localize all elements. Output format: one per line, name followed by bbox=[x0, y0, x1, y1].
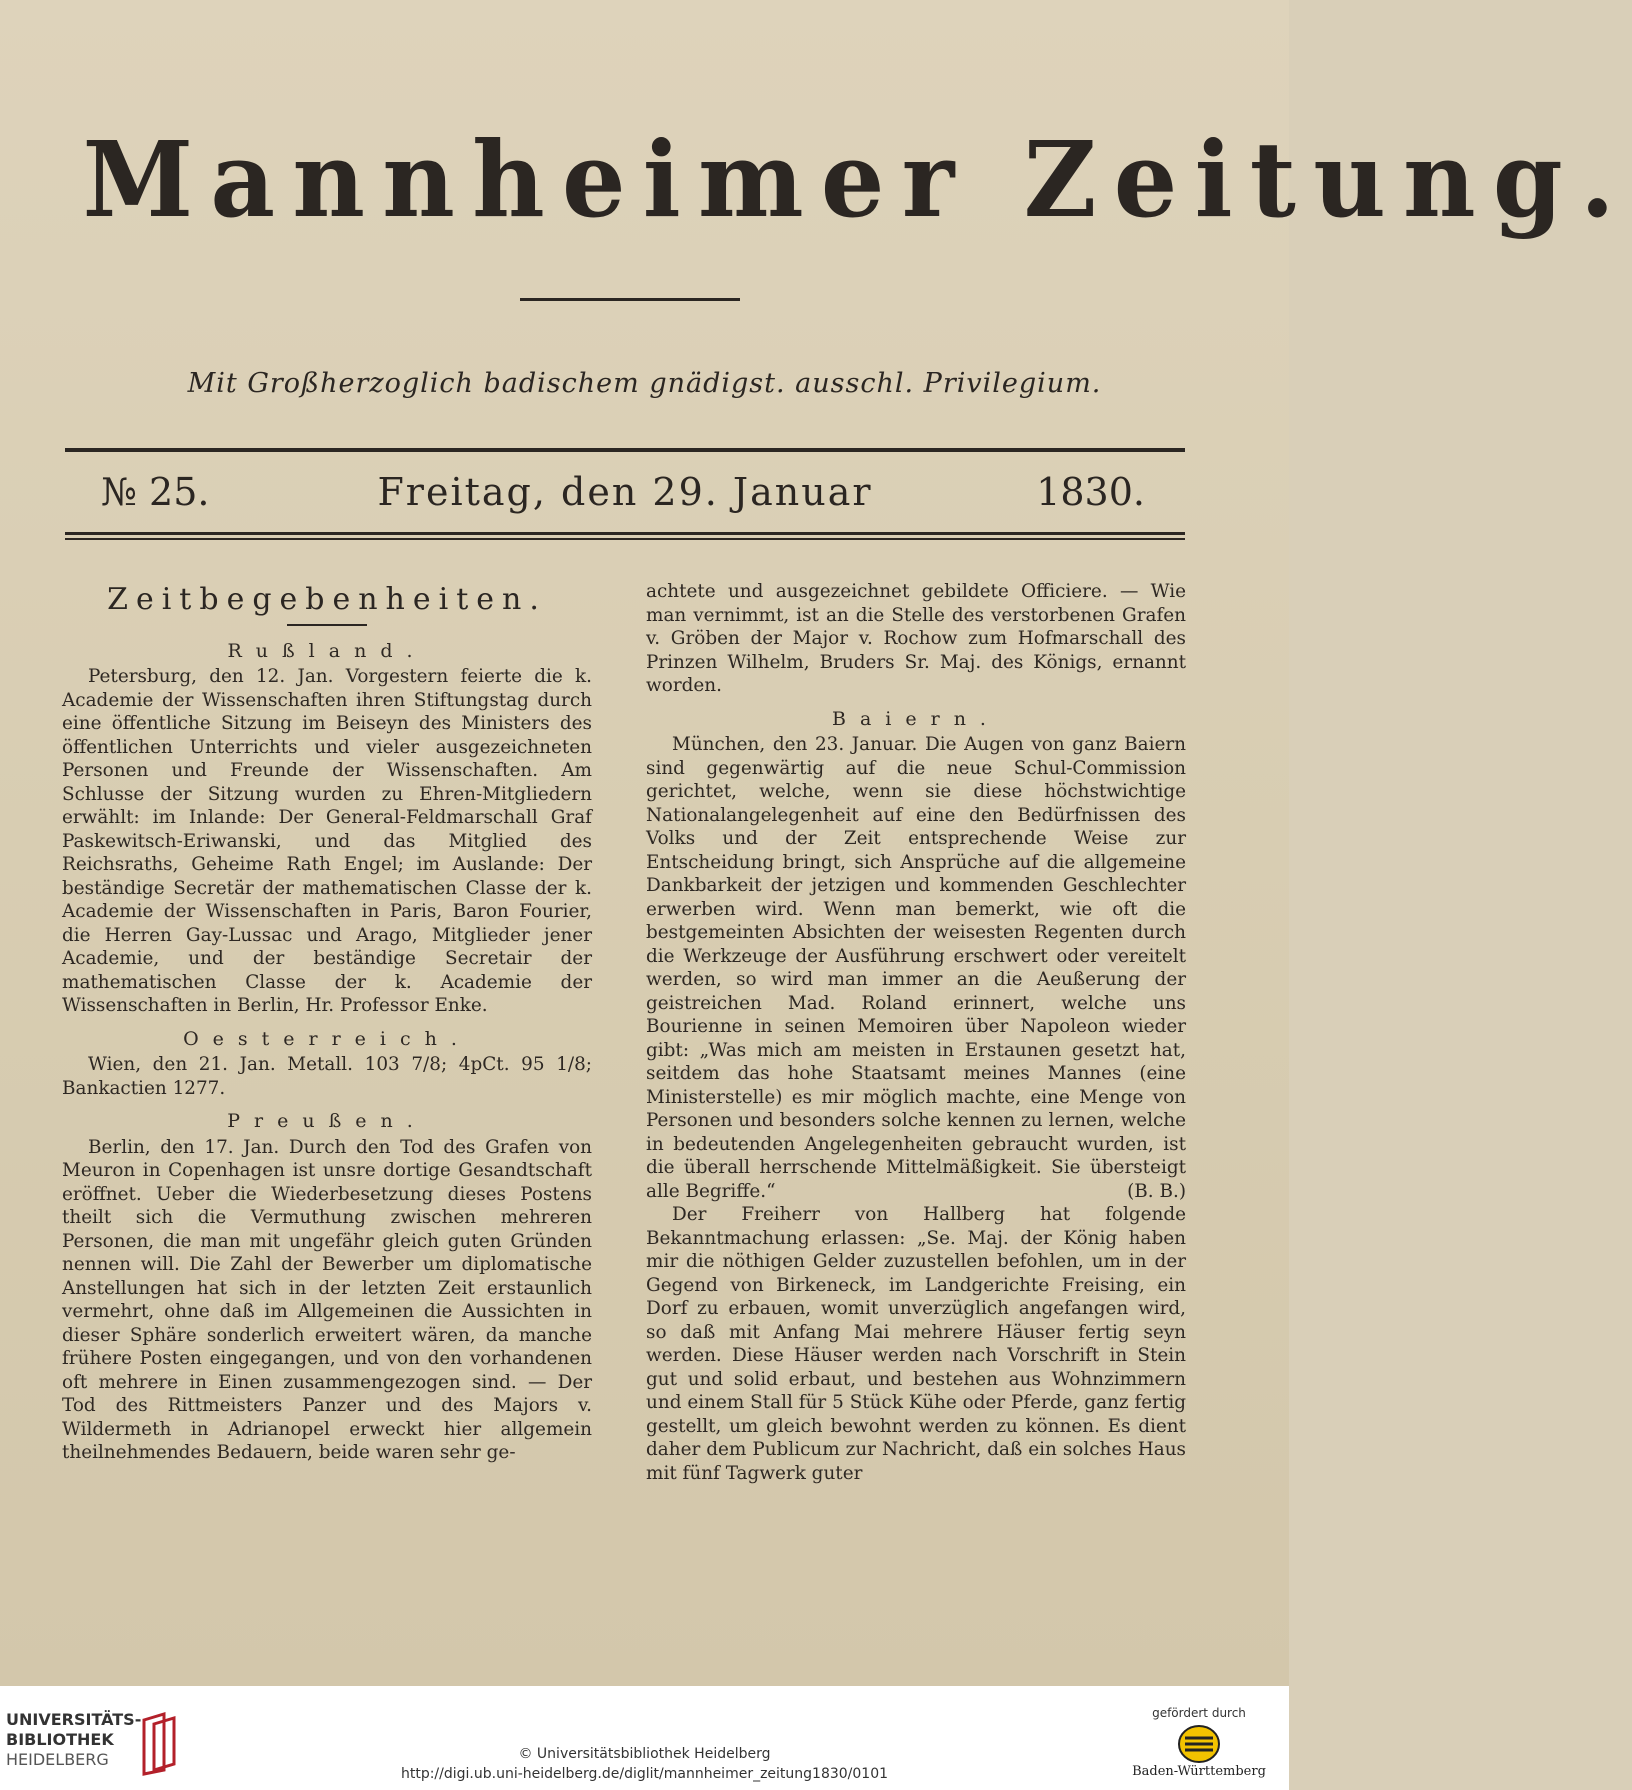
library-line-1: UNIVERSITÄTS- bbox=[6, 1710, 142, 1729]
state-name: Baden-Württemberg bbox=[1132, 1764, 1266, 1779]
right-column bbox=[646, 580, 1186, 1485]
dateline bbox=[65, 462, 1185, 522]
heading-preussen: Preußen. bbox=[227, 1110, 427, 1132]
source-url-link[interactable]: http://digi.ub.uni-heidelberg.de/diglit/mannheimer_zeitung1830/0101 bbox=[400, 1766, 889, 1782]
section-title: Zeitbegebenheiten. bbox=[107, 582, 547, 617]
copyright-text: © Universitätsbibliothek Heidelberg bbox=[518, 1746, 771, 1762]
title-rule bbox=[520, 298, 740, 301]
article-continuation: achtete und ausgezeichnet gebildete Officiere. — Wie man vernimmt, ist an die Stelle des verstorbenen Grafen v. Gröben der Major v. Rochow zum Hofmarschall des Prinzen Wilhelm, Bruders Sr. Maj. des Königs, ernannt worden. bbox=[646, 581, 1186, 696]
heading-oesterreich: Oesterreich. bbox=[183, 1027, 471, 1050]
state-crest-icon bbox=[1177, 1724, 1221, 1764]
library-line-3: HEIDELBERG bbox=[6, 1750, 109, 1769]
left-column bbox=[62, 580, 592, 1465]
newspaper-title: Mannheimer Zeitung. bbox=[82, 118, 1632, 241]
issue-date: Freitag, den 29. Januar bbox=[377, 470, 873, 514]
section-rule bbox=[287, 624, 367, 626]
funding-logo[interactable] bbox=[1129, 1706, 1269, 1779]
article-oesterreich: Wien, den 21. Jan. Metall. 103 7/8; 4pCt. 95 1/8; Bankactien 1277. bbox=[62, 1054, 592, 1099]
bottom-rule bbox=[65, 532, 1185, 535]
funded-by-label: gefördert durch bbox=[1152, 1706, 1246, 1720]
article-hallberg: Der Freiherr von Hallberg hat folgende Bekanntmachung erlassen: „Se. Maj. der König haben mir die nöthigen Gelder zuzustellen befohlen, um in der Gegend von Birkeneck, im Landgerichte Freising, ein Dorf zu erbauen, womit unverzüglich angefangen wird, so daß mit Anfang Mai mehrere Häuser fertig seyn werden. Diese Häuser werden nach Vorschrift in Stein gut und solid erbaut, und bestehen aus Wohnzimmern und einem Stall für 5 Stück Kühe oder Pferde, ganz fertig gestellt, um gleich bewohnt werden zu können. Es dient daher dem Publicum zur Nachricht, daß ein solches Haus mit fünf Tagwerk guter bbox=[646, 1204, 1186, 1484]
issue-number: № 25. bbox=[101, 470, 210, 514]
bottom-rule-thin bbox=[65, 538, 1185, 540]
article-baiern-text: München, den 23. Januar. Die Augen von ganz Baiern sind gegenwärtig auf die neue Schul-Commission gerichtet, welche, wenn sie diese höchstwichtige Nationalangelegenheit auf eine den Bedürfnissen des Volks und der Zeit entsprechende Weise zur Entscheidung bringt, sich Ansprüche auf die allgemeine Dankbarkeit der jetzigen und kommenden Geschlechter erwerben wird. Wenn man bemerkt, wie oft die bestgemeinten Absichten der weisesten Regenten durch die Werkzeuge der Ausführung erschwert oder vereitelt werden, so wird man immer an die Aeußerung der geistreichen Mad. Roland erinnert, welche uns Bourienne in seinen Memoiren über Napoleon wieder gibt: „Was mich am meisten in Erstaunen gesetzt hat, seitdem das hohe Staatsamt meines Mannes (eine Ministerstelle) es mir möglich machte, eine Menge von Personen und besonders solche kennen zu lernen, welche in bedeutenden Angelegenheiten gebraucht wurden, ist die überall herrschende Mittelmäßigkeit. Sie übersteigt alle Begriffe.“ bbox=[646, 734, 1186, 1202]
article-signature: (B. B.) bbox=[1127, 1180, 1186, 1202]
library-line-2: BIBLIOTHEK bbox=[6, 1730, 114, 1749]
footer-bar bbox=[0, 1686, 1289, 1790]
heading-baiern: Baiern. bbox=[832, 707, 1000, 730]
article-baiern bbox=[646, 733, 1186, 1203]
top-rule bbox=[65, 448, 1185, 452]
issue-year: 1830. bbox=[1036, 470, 1145, 514]
heading-russland: Rußland. bbox=[227, 639, 427, 662]
privilege-line: Mit Großherzoglich badischem gnädigst. ausschl. Privilegium. bbox=[187, 368, 1102, 399]
article-preussen: Berlin, den 17. Jan. Durch den Tod des Grafen von Meuron in Copenhagen ist unsre dortige Gesandtschaft eröffnet. Ueber die Wiederbesetzung dieses Postens theilt sich die Vermuthung zwischen mehreren Personen, die man mit ungefähr gleich guten Gründen nennen will. Die Zahl der Bewerber um diplomatische Anstellungen hat sich in der letzten Zeit erstaunlich vermehrt, ohne daß im Allgemeinen die Aussichten in dieser Sphäre sonderlich erweitert wären, da manche frühere Posten eingegangen, und von den vorhandenen oft mehrere in Einen zusammengezogen sind. — Der Tod des Rittmeisters Panzer und des Majors v. Wildermeth in Adrianopel erweckt hier allgemein theilnehmendes Bedauern, beide waren sehr ge- bbox=[62, 1136, 592, 1463]
article-russland: Petersburg, den 12. Jan. Vorgestern feierte die k. Academie der Wissenschaften ihren Stiftungstag durch eine öffentliche Sitzung im Beiseyn des Ministers des öffentlichen Unterrichts und vieler ausgezeichneten Personen und Freunde der Wissenschaften. Am Schlusse der Sitzung wurden zu Ehren-Mitgliedern erwählt: im Inlande: Der General-Feldmarschall Graf Paskewitsch-Eriwanski, und das Mitglied des Reichsraths, Geheime Rath Engel; im Auslande: Der beständige Secretär der mathematischen Classe der k. Academie der Wissenschaften in Paris, Baron Fourier, die Herren Gay-Lussac und Arago, Mitglieder jener Academie, und der beständige Secretair der mathematischen Classe der k. Academie der Wissenschaften in Berlin, Hr. Professor Enke. bbox=[62, 666, 592, 1016]
